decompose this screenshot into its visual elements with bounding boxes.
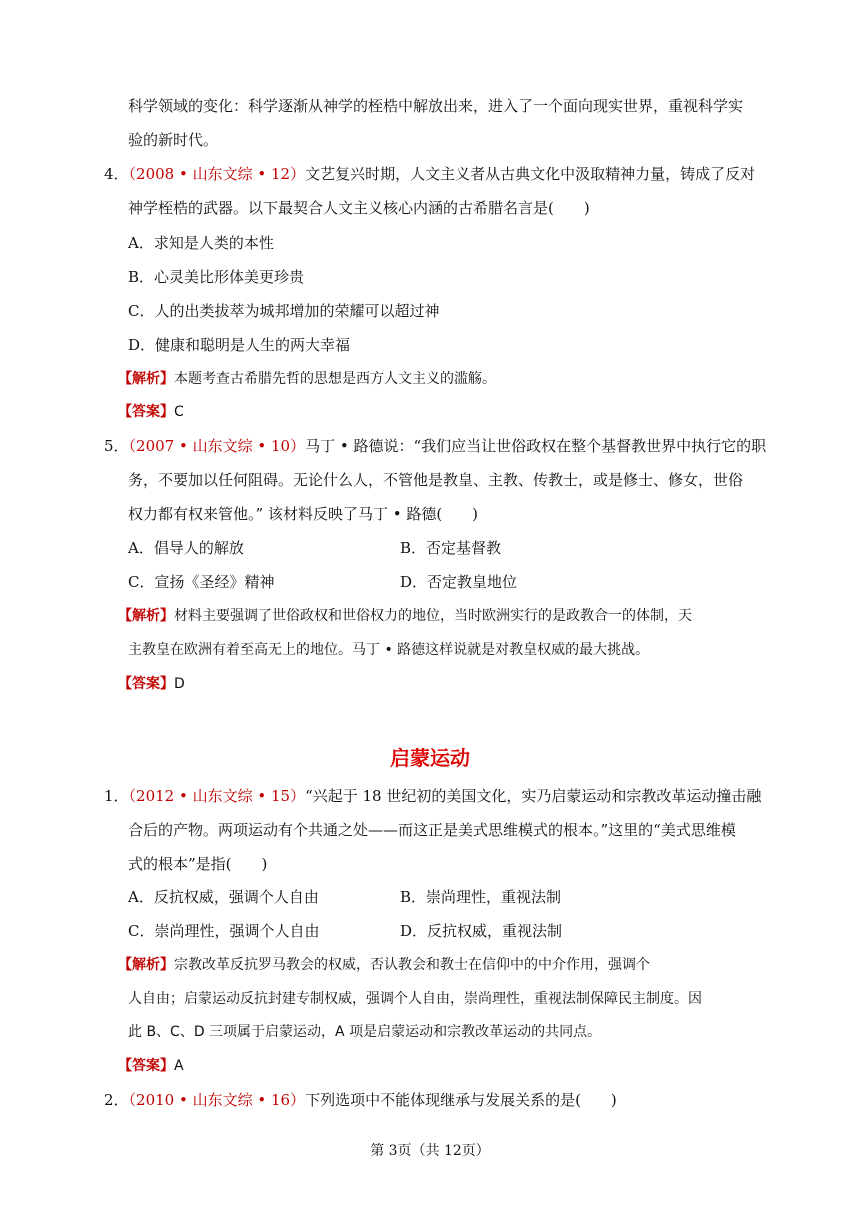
- q5-analysis-text-1: 材料主要强调了世俗政权和世俗权力的地位，当时欧洲实行的是政教合一的体制，天: [174, 608, 692, 624]
- e1-number: 1．: [104, 787, 129, 805]
- q5-answer-label: 【答案】: [118, 676, 174, 692]
- intro-line-2: 验的新时代。: [128, 131, 219, 149]
- e1-answer-value: A: [174, 1058, 184, 1074]
- e2-stem-1: 下列选项中不能体现继承与发展关系的是( ): [305, 1091, 617, 1109]
- q4-answer-label: 【答案】: [118, 404, 174, 420]
- e1-line-1: [104, 786, 761, 806]
- q4-option-b: B．心灵美比形体美更珍贵: [128, 268, 305, 286]
- q5-analysis-1: [118, 606, 692, 626]
- q5-answer-value: D: [174, 676, 185, 692]
- e1-option-c: C．崇尚理性，强调个人自由: [128, 922, 320, 940]
- q5-answer: [118, 674, 185, 694]
- e2-source: （2010 • 山东文综 • 16）: [128, 1091, 306, 1109]
- q4-analysis-text: 本题考查古希腊先哲的思想是西方人文主义的滥觞。: [174, 371, 496, 387]
- page-footer: 第 3页（共 12页）: [370, 1143, 490, 1159]
- q5-line-1: [104, 436, 766, 456]
- q5-analysis-label: 【解析】: [118, 608, 174, 624]
- intro-line-1: 科学领域的变化：科学逐渐从神学的桎梏中解放出来，进入了一个面向现实世界，重视科学实: [128, 97, 744, 115]
- q4-source: （2008 • 山东文综 • 12）: [128, 165, 306, 183]
- q5-option-a: A．倡导人的解放: [128, 539, 244, 557]
- e1-answer-label: 【答案】: [118, 1058, 174, 1074]
- e1-stem-1: “兴起于 18 世纪初的美国文化，实乃启蒙运动和宗教改革运动撞击融: [305, 787, 762, 805]
- q4-analysis: [118, 369, 496, 389]
- e2-line-1: [104, 1090, 617, 1110]
- q4-stem-2: 神学桎梏的武器。以下最契合人文主义核心内涵的古希腊名言是( ): [128, 199, 590, 217]
- q5-stem-2: 务，不要加以任何阻碍。无论什么人，不管他是教皇、主教、传教士，或是修士、修女，世俗: [128, 471, 744, 489]
- q5-option-c: C．宣扬《圣经》精神: [128, 573, 275, 591]
- e1-option-b: B．崇尚理性，重视法制: [400, 888, 562, 906]
- e1-option-d: D．反抗权威，重视法制: [400, 922, 563, 940]
- q4-number: 4．: [104, 165, 129, 183]
- q4-stem-1: 文艺复兴时期，人文主义者从古典文化中汲取精神力量，铸成了反对: [305, 165, 756, 183]
- q5-analysis-2: 主教皇在欧洲有着至高无上的地位。马丁 • 路德这样说就是对教皇权威的最大挑战。: [128, 642, 650, 658]
- q5-number: 5．: [104, 437, 129, 455]
- e1-analysis-2: 人自由；启蒙运动反抗封建专制权威，强调个人自由，崇尚理性，重视法制保障民主制度。因: [128, 991, 702, 1007]
- e1-analysis-label: 【解析】: [118, 957, 174, 973]
- q5-source: （2007 • 山东文综 • 10）: [128, 437, 306, 455]
- e1-analysis-text-1: 宗教改革反抗罗马教会的权威，否认教会和教士在信仰中的中介作用，强调个: [174, 957, 650, 973]
- q5-option-d: D．否定教皇地位: [400, 573, 518, 591]
- q5-stem-1: 马丁 • 路德说：“我们应当让世俗政权在整个基督教世界中执行它的职: [305, 437, 767, 455]
- q4-option-d: D．健康和聪明是人生的两大幸福: [128, 336, 351, 354]
- q4-answer: [118, 402, 184, 422]
- e2-number: 2．: [104, 1091, 129, 1109]
- e1-analysis-1: [118, 955, 650, 975]
- q4-analysis-label: 【解析】: [118, 371, 174, 387]
- q5-option-b: B．否定基督教: [400, 539, 502, 557]
- q4-line-1: [104, 164, 755, 184]
- e1-stem-3: 式的根本”是指( ): [128, 855, 268, 873]
- e1-analysis-3: 此 B、C、D 三项属于启蒙运动，A 项是启蒙运动和宗教改革运动的共同点。: [128, 1024, 602, 1040]
- e1-stem-2: 合后的产物。两项运动有个共通之处——而这正是美式思维模式的根本。”这里的“美式思维模: [128, 821, 736, 839]
- section-title: 启蒙运动: [390, 746, 470, 770]
- e1-answer: [118, 1056, 184, 1076]
- q4-option-a: A．求知是人类的本性: [128, 234, 274, 252]
- q4-answer-value: C: [174, 404, 184, 420]
- e1-option-a: A．反抗权威，强调个人自由: [128, 888, 319, 906]
- q5-stem-3: 权力都有权来管他。” 该材料反映了马丁 • 路德( ): [128, 505, 479, 523]
- q4-option-c: C．人的出类拔萃为城邦增加的荣耀可以超过神: [128, 302, 440, 320]
- e1-source: （2012 • 山东文综 • 15）: [128, 787, 306, 805]
